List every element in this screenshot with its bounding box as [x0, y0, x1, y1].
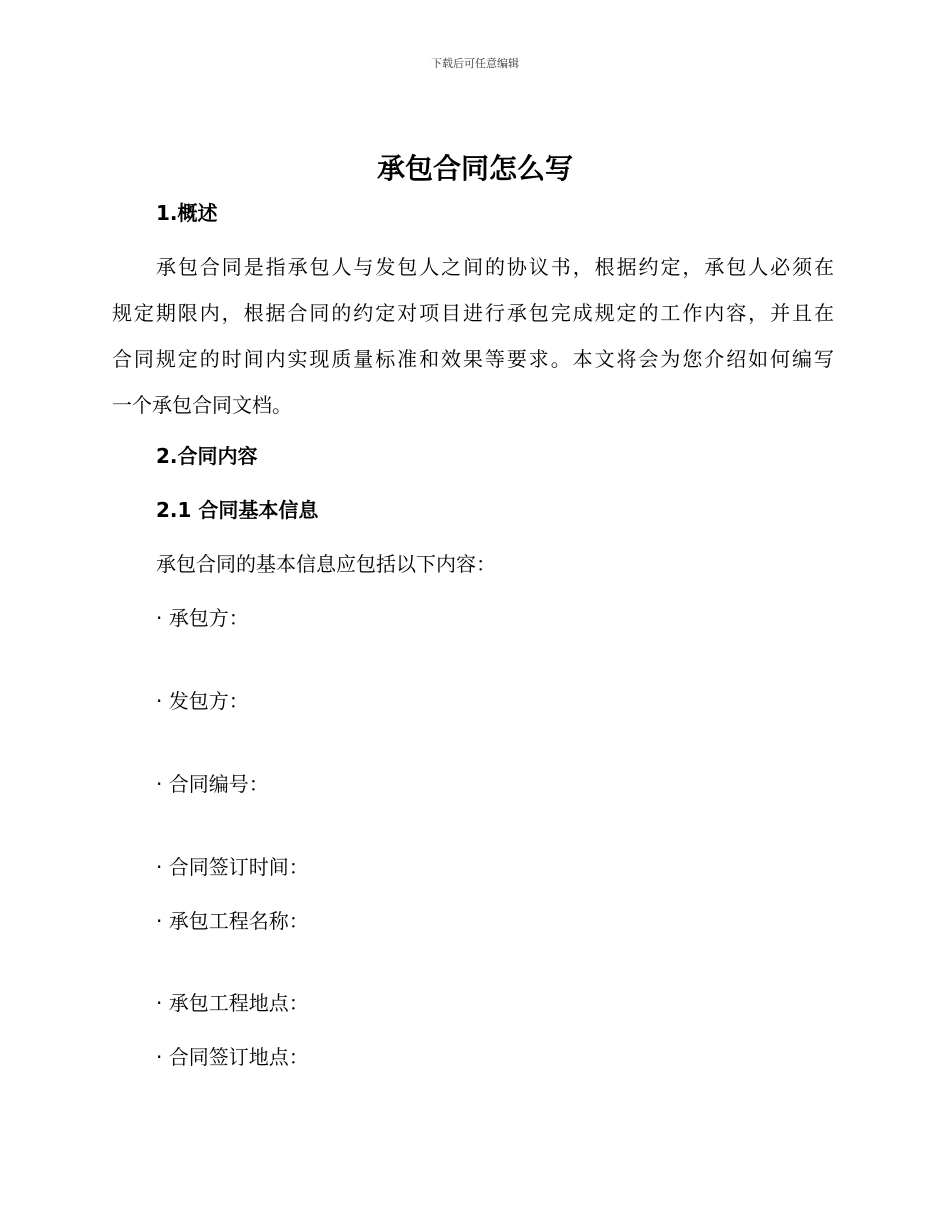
- list-item-project-location: · 承包工程地点：: [156, 991, 309, 1015]
- paragraph-line: 合同规定的时间内实现质量标准和效果等要求。本文将会为您介绍如何编写: [112, 347, 834, 371]
- section-heading-contract-content: 2.合同内容: [156, 444, 258, 468]
- list-item-signing-location: · 合同签订地点：: [156, 1045, 309, 1069]
- list-item-contractor: · 承包方：: [156, 606, 249, 630]
- list-item-project-name: · 承包工程名称：: [156, 909, 309, 933]
- paragraph-line: 规定期限内，根据合同的约定对项目进行承包完成规定的工作内容，并且在: [112, 301, 834, 325]
- section-heading-overview: 1.概述: [156, 201, 218, 225]
- basic-info-intro: 承包合同的基本信息应包括以下内容：: [156, 552, 496, 576]
- paragraph-line: 一个承包合同文档。: [112, 393, 292, 417]
- list-item-signing-time: · 合同签订时间：: [156, 855, 309, 879]
- overview-paragraph: [112, 244, 834, 428]
- list-item-employer: · 发包方：: [156, 689, 249, 713]
- header-note: 下载后可任意编辑: [431, 57, 519, 70]
- subsection-heading-basic-info: 2.1 合同基本信息: [156, 498, 319, 522]
- list-item-contract-number: · 合同编号：: [156, 772, 269, 796]
- document-title: 承包合同怎么写: [376, 152, 573, 185]
- paragraph-line: 承包合同是指承包人与发包人之间的协议书，根据约定，承包人必须在: [156, 255, 834, 279]
